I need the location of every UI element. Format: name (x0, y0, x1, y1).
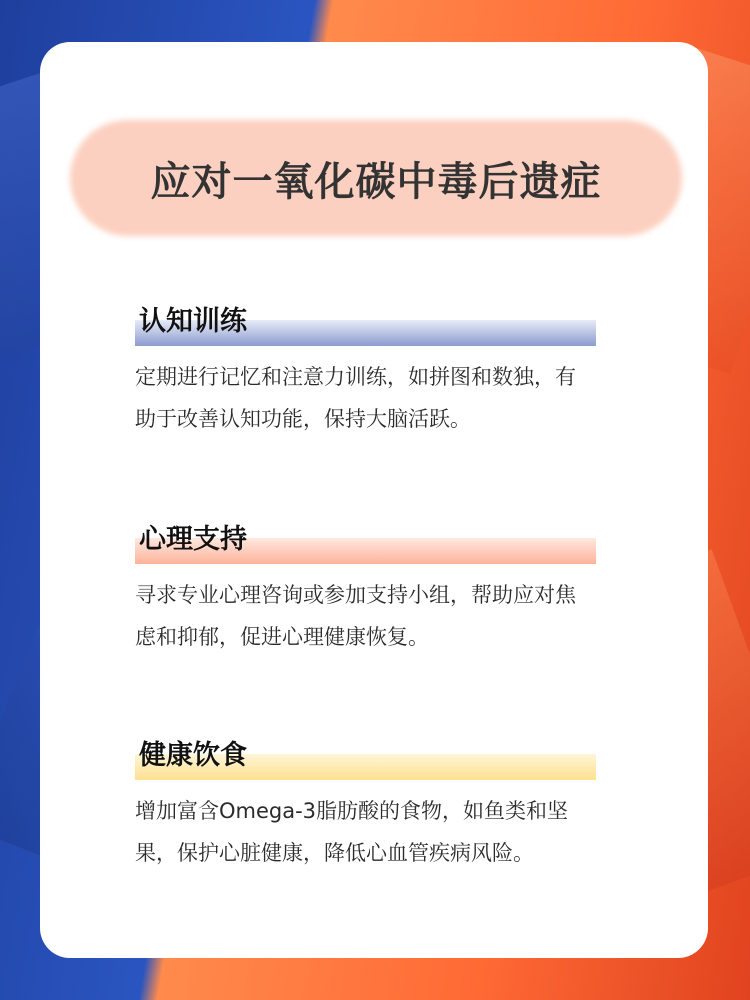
section-body-line: 增加富含Omega-3脂肪酸的食物，如鱼类和坚 (135, 799, 569, 823)
section-healthy-diet (135, 734, 655, 874)
section-heading-wrap (135, 518, 596, 564)
section-body-line: 寻求专业心理咨询或参加支持小组，帮助应对焦 (135, 583, 576, 607)
section-heading-wrap (135, 300, 596, 346)
page-title: 应对一氧化碳中毒后遗症 (150, 158, 602, 205)
section-body-line: 定期进行记忆和注意力训练，如拼图和数独，有 (135, 365, 576, 389)
section-heading: 认知训练 (139, 306, 247, 337)
section-body-line: 虑和抑郁，促进心理健康恢复。 (135, 625, 429, 649)
section-heading: 心理支持 (139, 524, 247, 555)
section-body (135, 356, 655, 440)
section-body (135, 790, 655, 874)
section-body (135, 574, 655, 658)
section-heading: 健康饮食 (139, 740, 247, 771)
section-cognitive-training (135, 300, 655, 440)
content-card (40, 42, 708, 958)
section-psychological-support (135, 518, 655, 658)
section-heading-wrap (135, 734, 596, 780)
section-body-line: 助于改善认知功能，保持大脑活跃。 (135, 407, 471, 431)
section-body-line: 果，保护心脏健康，降低心血管疾病风险。 (135, 841, 534, 865)
